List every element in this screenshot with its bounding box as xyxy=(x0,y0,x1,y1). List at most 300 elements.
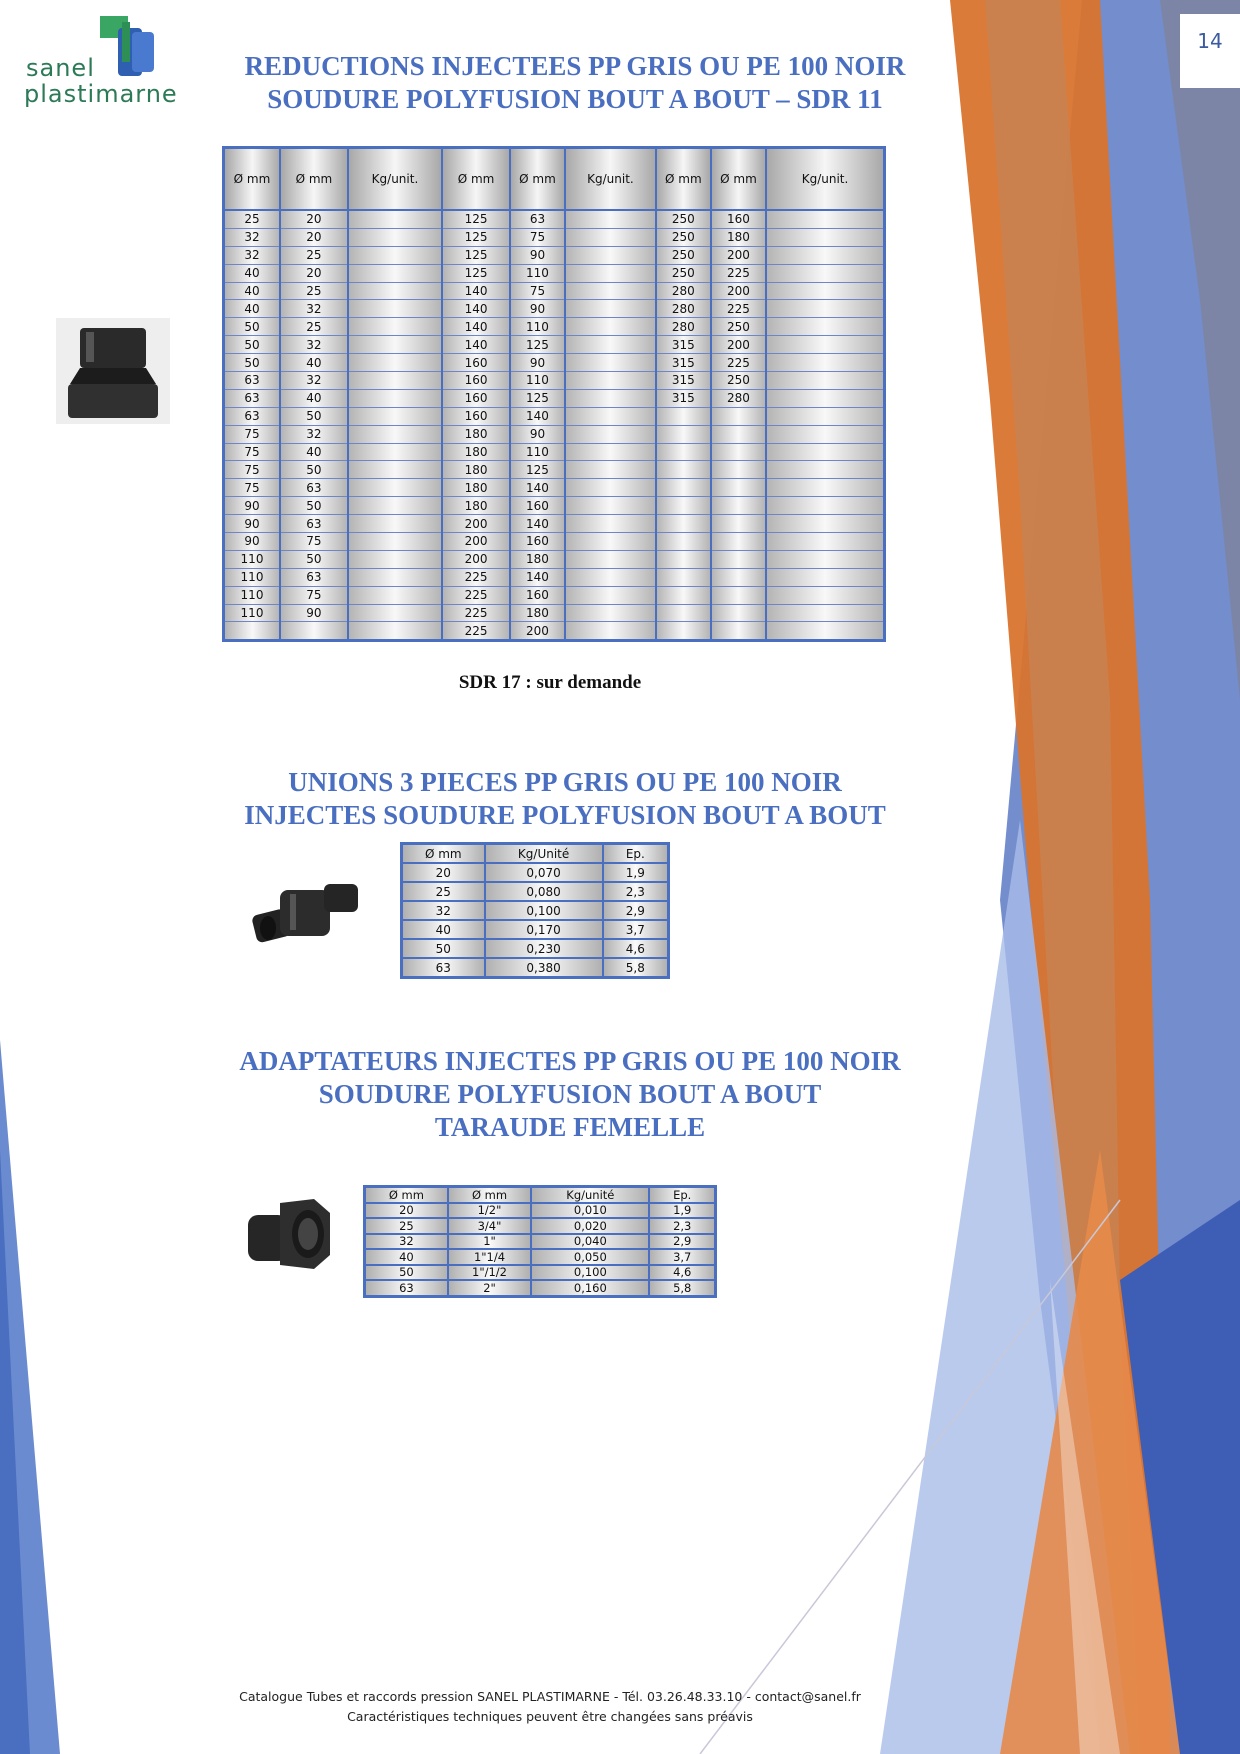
table-cell xyxy=(348,533,442,551)
table-cell: 110 xyxy=(510,372,565,390)
adaptateurs-title-line1: ADAPTATEURS INJECTES PP GRIS OU PE 100 NOIR xyxy=(239,1046,901,1076)
unions-table-body xyxy=(402,863,669,978)
table-cell xyxy=(348,604,442,622)
table-cell: 315 xyxy=(656,372,711,390)
table-row xyxy=(224,497,885,515)
reductions-title-line1: REDUCTIONS INJECTEES PP GRIS OU PE 100 NOIR xyxy=(244,51,906,81)
table-cell xyxy=(565,568,656,586)
table-cell xyxy=(711,425,766,443)
table-cell: 2,3 xyxy=(603,882,669,901)
table-cell: 0,160 xyxy=(531,1280,649,1296)
table-cell: 250 xyxy=(711,372,766,390)
table-cell xyxy=(766,461,885,479)
table-cell xyxy=(348,497,442,515)
table-cell: 1,9 xyxy=(649,1203,715,1219)
table-row xyxy=(224,443,885,461)
table-cell: 280 xyxy=(711,389,766,407)
table-cell xyxy=(766,550,885,568)
table-cell xyxy=(766,354,885,372)
column-header: Ø mm xyxy=(510,148,565,211)
table-header-row xyxy=(402,844,669,864)
table-row xyxy=(224,479,885,497)
table-cell xyxy=(348,210,442,228)
table-cell: 40 xyxy=(280,354,348,372)
table-cell: 90 xyxy=(224,515,281,533)
table-cell xyxy=(348,318,442,336)
table-cell: 110 xyxy=(224,586,281,604)
table-cell: 40 xyxy=(280,443,348,461)
table-header-row xyxy=(365,1187,716,1203)
table-cell: 2,9 xyxy=(649,1234,715,1250)
table-cell: 20 xyxy=(402,863,485,882)
table-cell xyxy=(656,550,711,568)
table-cell: 32 xyxy=(224,228,281,246)
table-cell: 75 xyxy=(224,461,281,479)
table-cell: 140 xyxy=(442,282,510,300)
table-cell xyxy=(766,228,885,246)
table-cell xyxy=(565,479,656,497)
table-cell xyxy=(565,336,656,354)
table-cell: 75 xyxy=(280,533,348,551)
table-cell xyxy=(656,461,711,479)
table-cell xyxy=(348,515,442,533)
table-cell xyxy=(348,550,442,568)
table-cell: 125 xyxy=(442,264,510,282)
table-cell: 90 xyxy=(280,604,348,622)
table-cell: 160 xyxy=(442,372,510,390)
adaptateurs-title-line3: TARAUDE FEMELLE xyxy=(434,1112,706,1142)
table-row xyxy=(224,533,885,551)
table-row xyxy=(365,1249,716,1265)
table-cell: 200 xyxy=(442,515,510,533)
table-cell xyxy=(656,586,711,604)
table-cell: 1" xyxy=(448,1234,531,1250)
table-cell xyxy=(766,533,885,551)
table-cell: 40 xyxy=(224,282,281,300)
table-cell: 25 xyxy=(402,882,485,901)
table-cell: 280 xyxy=(656,300,711,318)
table-cell: 25 xyxy=(224,210,281,228)
table-cell: 180 xyxy=(711,228,766,246)
table-cell: 250 xyxy=(711,318,766,336)
table-cell: 225 xyxy=(711,300,766,318)
table-cell xyxy=(656,425,711,443)
table-cell xyxy=(348,300,442,318)
table-cell: 110 xyxy=(510,443,565,461)
table-cell: 25 xyxy=(280,246,348,264)
table-cell: 90 xyxy=(510,354,565,372)
table-cell xyxy=(766,425,885,443)
table-cell: 75 xyxy=(224,479,281,497)
table-cell xyxy=(766,586,885,604)
table-cell: 280 xyxy=(656,318,711,336)
table-cell: 2,9 xyxy=(603,901,669,920)
table-cell: 160 xyxy=(442,407,510,425)
table-cell: 50 xyxy=(280,497,348,515)
table-cell: 90 xyxy=(224,533,281,551)
table-cell: 250 xyxy=(656,246,711,264)
table-row xyxy=(365,1218,716,1234)
table-cell: 50 xyxy=(224,336,281,354)
table-cell: 0,230 xyxy=(485,939,603,958)
table-cell: 140 xyxy=(510,407,565,425)
table-cell: 140 xyxy=(442,318,510,336)
table-cell: 32 xyxy=(224,246,281,264)
table-cell: 200 xyxy=(510,622,565,641)
column-header: Ø mm xyxy=(656,148,711,211)
table-cell: 75 xyxy=(510,228,565,246)
table-cell: 250 xyxy=(656,210,711,228)
table-cell: 140 xyxy=(442,300,510,318)
table-cell xyxy=(766,497,885,515)
unions-title-line1: UNIONS 3 PIECES PP GRIS OU PE 100 NOIR xyxy=(288,767,842,797)
table-cell xyxy=(565,246,656,264)
table-row xyxy=(224,622,885,641)
table-cell: 200 xyxy=(711,246,766,264)
table-cell xyxy=(565,282,656,300)
table-cell xyxy=(656,407,711,425)
table-cell: 200 xyxy=(711,282,766,300)
table-cell xyxy=(766,622,885,641)
table-cell: 63 xyxy=(402,958,485,978)
adaptateur-photo xyxy=(244,1193,334,1275)
table-cell xyxy=(565,461,656,479)
unions-title-line2: INJECTES SOUDURE POLYFUSION BOUT A BOUT xyxy=(244,800,886,830)
table-cell: 20 xyxy=(365,1203,448,1219)
table-cell xyxy=(656,604,711,622)
table-cell: 63 xyxy=(510,210,565,228)
table-cell: 50 xyxy=(365,1265,448,1281)
table-row xyxy=(224,282,885,300)
table-cell xyxy=(711,533,766,551)
table-cell: 40 xyxy=(402,920,485,939)
table-cell: 110 xyxy=(224,568,281,586)
table-cell: 225 xyxy=(711,264,766,282)
table-cell: 50 xyxy=(224,354,281,372)
table-cell xyxy=(348,443,442,461)
table-cell: 140 xyxy=(510,479,565,497)
table-cell xyxy=(565,425,656,443)
table-cell xyxy=(766,443,885,461)
table-cell xyxy=(565,604,656,622)
table-cell: 0,100 xyxy=(485,901,603,920)
column-header: Kg/Unité xyxy=(485,844,603,864)
table-cell: 1"/1/2 xyxy=(448,1265,531,1281)
table-cell: 140 xyxy=(510,515,565,533)
column-header: Ep. xyxy=(603,844,669,864)
table-cell: 315 xyxy=(656,336,711,354)
table-cell: 180 xyxy=(442,461,510,479)
table-row xyxy=(402,882,669,901)
table-cell: 5,8 xyxy=(603,958,669,978)
table-cell: 63 xyxy=(280,479,348,497)
table-cell xyxy=(565,533,656,551)
column-header: Kg/unit. xyxy=(766,148,885,211)
table-cell xyxy=(711,604,766,622)
table-cell xyxy=(711,515,766,533)
table-cell xyxy=(565,443,656,461)
table-cell xyxy=(348,479,442,497)
table-cell xyxy=(565,407,656,425)
table-cell xyxy=(565,228,656,246)
table-cell: 1/2" xyxy=(448,1203,531,1219)
table-cell xyxy=(348,389,442,407)
table-row xyxy=(224,372,885,390)
table-cell: 180 xyxy=(442,497,510,515)
table-row xyxy=(224,228,885,246)
table-cell: 40 xyxy=(224,264,281,282)
table-cell: 75 xyxy=(224,425,281,443)
table-cell: 20 xyxy=(280,228,348,246)
table-cell xyxy=(711,622,766,641)
logo-pipe-icon xyxy=(100,12,180,82)
table-row xyxy=(402,863,669,882)
table-row xyxy=(224,604,885,622)
table-cell: 63 xyxy=(280,568,348,586)
table-row xyxy=(224,336,885,354)
table-cell: 75 xyxy=(280,586,348,604)
table-cell xyxy=(565,318,656,336)
column-header: Ø mm xyxy=(365,1187,448,1203)
table-row xyxy=(224,586,885,604)
table-cell: 160 xyxy=(510,533,565,551)
table-cell: 160 xyxy=(442,389,510,407)
table-cell: 0,050 xyxy=(531,1249,649,1265)
table-row xyxy=(365,1234,716,1250)
table-row xyxy=(365,1280,716,1296)
table-cell xyxy=(711,479,766,497)
table-cell: 32 xyxy=(365,1234,448,1250)
table-cell: 140 xyxy=(510,568,565,586)
table-row xyxy=(224,515,885,533)
table-cell: 180 xyxy=(442,425,510,443)
table-cell xyxy=(565,264,656,282)
table-cell xyxy=(656,497,711,515)
table-cell xyxy=(656,443,711,461)
table-cell xyxy=(565,586,656,604)
table-cell: 125 xyxy=(442,228,510,246)
table-cell: 50 xyxy=(280,407,348,425)
table-cell xyxy=(766,515,885,533)
table-cell: 160 xyxy=(711,210,766,228)
table-cell xyxy=(348,372,442,390)
table-cell xyxy=(766,318,885,336)
table-row xyxy=(224,300,885,318)
column-header: Kg/unit. xyxy=(565,148,656,211)
table-cell: 25 xyxy=(280,282,348,300)
table-cell xyxy=(766,604,885,622)
table-cell: 75 xyxy=(510,282,565,300)
table-cell: 63 xyxy=(280,515,348,533)
table-cell: 90 xyxy=(224,497,281,515)
table-cell xyxy=(711,461,766,479)
table-cell xyxy=(348,264,442,282)
page-number: 14 xyxy=(1180,14,1240,88)
footer-line1: Catalogue Tubes et raccords pression SANEL PLASTIMARNE - Tél. 03.26.48.33.10 - contact@sanel.fr xyxy=(239,1689,861,1704)
table-cell xyxy=(711,586,766,604)
table-row xyxy=(402,920,669,939)
column-header: Ø mm xyxy=(402,844,485,864)
table-cell xyxy=(766,264,885,282)
table-cell: 63 xyxy=(224,407,281,425)
unions-title xyxy=(180,766,950,832)
table-cell: 180 xyxy=(510,604,565,622)
reductions-title xyxy=(200,50,950,116)
table-cell: 5,8 xyxy=(649,1280,715,1296)
column-header: Kg/unité xyxy=(531,1187,649,1203)
table-cell xyxy=(224,622,281,641)
column-header: Ø mm xyxy=(224,148,281,211)
table-cell xyxy=(656,568,711,586)
table-cell xyxy=(565,210,656,228)
column-header: Ø mm xyxy=(280,148,348,211)
table-cell xyxy=(348,622,442,641)
table-cell: 90 xyxy=(510,425,565,443)
table-cell: 0,100 xyxy=(531,1265,649,1281)
table-cell: 2" xyxy=(448,1280,531,1296)
table-row xyxy=(224,246,885,264)
adaptateurs-title xyxy=(180,1045,960,1144)
table-cell xyxy=(348,407,442,425)
table-cell: 63 xyxy=(365,1280,448,1296)
table-cell: 50 xyxy=(280,550,348,568)
table-cell xyxy=(766,568,885,586)
table-cell: 0,020 xyxy=(531,1218,649,1234)
table-cell: 20 xyxy=(280,264,348,282)
reductions-title-line2: SOUDURE POLYFUSION BOUT A BOUT – SDR 11 xyxy=(267,84,883,114)
table-cell xyxy=(711,568,766,586)
table-cell xyxy=(348,246,442,264)
table-cell: 110 xyxy=(224,604,281,622)
table-cell: 0,010 xyxy=(531,1203,649,1219)
footer-line2: Caractéristiques techniques peuvent être changées sans préavis xyxy=(347,1709,753,1724)
table-cell: 40 xyxy=(365,1249,448,1265)
table-cell: 1"1/4 xyxy=(448,1249,531,1265)
table-cell xyxy=(656,479,711,497)
table-cell: 250 xyxy=(656,264,711,282)
table-cell: 3,7 xyxy=(603,920,669,939)
table-cell xyxy=(766,210,885,228)
table-cell: 160 xyxy=(442,354,510,372)
table-row xyxy=(224,354,885,372)
reductions-table-body xyxy=(224,210,885,641)
table-cell xyxy=(565,515,656,533)
table-cell: 110 xyxy=(224,550,281,568)
table-cell: 125 xyxy=(442,210,510,228)
table-cell xyxy=(711,407,766,425)
table-cell: 225 xyxy=(442,622,510,641)
table-row xyxy=(224,264,885,282)
table-cell: 32 xyxy=(280,425,348,443)
table-row xyxy=(365,1203,716,1219)
logo-text-plastimarne: plastimarne xyxy=(24,80,178,108)
table-cell: 315 xyxy=(656,354,711,372)
table-cell: 200 xyxy=(442,550,510,568)
table-cell xyxy=(348,336,442,354)
footer xyxy=(120,1687,980,1727)
table-row xyxy=(224,407,885,425)
table-cell xyxy=(348,425,442,443)
table-row xyxy=(402,901,669,920)
table-cell xyxy=(766,282,885,300)
table-cell: 32 xyxy=(280,372,348,390)
table-cell: 225 xyxy=(442,586,510,604)
table-cell: 25 xyxy=(280,318,348,336)
table-cell: 125 xyxy=(442,246,510,264)
table-cell xyxy=(766,372,885,390)
table-cell: 200 xyxy=(711,336,766,354)
table-cell: 225 xyxy=(442,604,510,622)
table-cell: 110 xyxy=(510,264,565,282)
table-cell xyxy=(565,354,656,372)
column-header: Ep. xyxy=(649,1187,715,1203)
table-row xyxy=(224,389,885,407)
table-row xyxy=(402,939,669,958)
table-cell: 0,070 xyxy=(485,863,603,882)
table-cell xyxy=(656,515,711,533)
table-cell: 63 xyxy=(224,389,281,407)
table-cell xyxy=(711,550,766,568)
table-cell: 125 xyxy=(510,336,565,354)
table-cell: 90 xyxy=(510,300,565,318)
table-cell: 63 xyxy=(224,372,281,390)
table-cell xyxy=(766,336,885,354)
table-cell xyxy=(565,389,656,407)
table-row xyxy=(224,318,885,336)
table-cell xyxy=(711,497,766,515)
sdr17-note: SDR 17 : sur demande xyxy=(458,672,642,693)
table-cell: 32 xyxy=(280,336,348,354)
table-cell: 180 xyxy=(442,443,510,461)
table-cell xyxy=(565,550,656,568)
table-cell xyxy=(348,461,442,479)
table-cell: 0,170 xyxy=(485,920,603,939)
table-cell: 225 xyxy=(711,354,766,372)
table-row xyxy=(224,568,885,586)
table-cell: 110 xyxy=(510,318,565,336)
column-header: Ø mm xyxy=(711,148,766,211)
company-logo xyxy=(14,10,184,110)
table-cell xyxy=(348,586,442,604)
table-cell xyxy=(348,568,442,586)
table-cell: 75 xyxy=(224,443,281,461)
table-row xyxy=(224,425,885,443)
table-cell: 160 xyxy=(510,497,565,515)
table-cell xyxy=(348,282,442,300)
table-cell: 50 xyxy=(402,939,485,958)
adaptateurs-table xyxy=(363,1185,717,1298)
table-cell xyxy=(656,533,711,551)
union-photo xyxy=(250,868,365,954)
table-cell: 50 xyxy=(224,318,281,336)
table-cell xyxy=(348,228,442,246)
table-cell: 25 xyxy=(365,1218,448,1234)
table-cell xyxy=(766,246,885,264)
table-cell: 32 xyxy=(402,901,485,920)
column-header: Ø mm xyxy=(448,1187,531,1203)
table-row xyxy=(402,958,669,978)
table-cell: 160 xyxy=(510,586,565,604)
table-cell: 4,6 xyxy=(649,1265,715,1281)
table-cell xyxy=(656,622,711,641)
column-header: Ø mm xyxy=(442,148,510,211)
table-cell: 280 xyxy=(656,282,711,300)
table-cell xyxy=(565,622,656,641)
table-cell xyxy=(280,622,348,641)
table-cell: 20 xyxy=(280,210,348,228)
table-header-row xyxy=(224,148,885,211)
table-cell: 3/4" xyxy=(448,1218,531,1234)
